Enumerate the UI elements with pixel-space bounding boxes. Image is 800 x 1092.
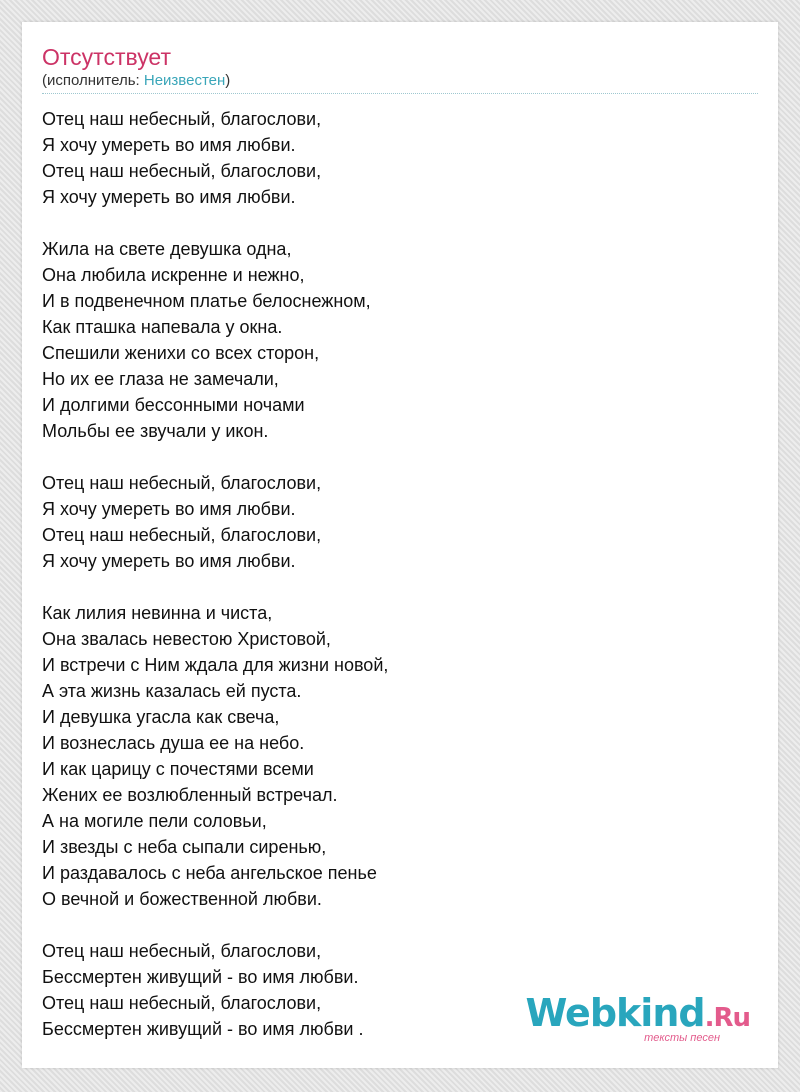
lyrics-line: И встречи с Ним ждала для жизни новой,: [42, 655, 389, 675]
title-divider: [42, 93, 758, 94]
lyrics-line: И как царицу с почестями всеми: [42, 759, 314, 779]
lyrics-line: Спешили женихи со всех сторон,: [42, 343, 320, 363]
lyrics-line: Отец наш небесный, благослови,: [42, 941, 322, 961]
lyrics-line: Как лилия невинна и чиста,: [42, 603, 273, 623]
logo-name: Webkind: [525, 991, 705, 1035]
lyrics-line: Бессмертен живущий - во имя любви .: [42, 1019, 364, 1039]
artist-link[interactable]: Неизвестен: [143, 72, 226, 89]
lyrics-line: Бессмертен живущий - во имя любви.: [42, 967, 359, 987]
lyrics-line: Я хочу умереть во имя любви.: [42, 499, 296, 519]
lyrics-line: Она звалась невестою Христовой,: [42, 629, 331, 649]
lyrics-card: [22, 22, 778, 1068]
logo-tagline: тексты песен: [644, 1032, 720, 1044]
lyrics-line: Я хочу умереть во имя любви.: [42, 135, 296, 155]
lyrics-line: Жених ее возлюбленный встречал.: [42, 785, 338, 805]
lyrics-stanza: [42, 106, 742, 210]
artist-line: [42, 72, 230, 90]
lyrics-line: Отец наш небесный, благослови,: [42, 473, 322, 493]
logo-tld: .Ru: [704, 1003, 750, 1033]
lyrics-line: Отец наш небесный, благослови,: [42, 109, 322, 129]
lyrics-line: И в подвенечном платье белоснежном,: [42, 291, 371, 311]
lyrics-line: О вечной и божественной любви.: [42, 889, 322, 909]
lyrics-line: А на могиле пели соловьи,: [42, 811, 267, 831]
lyrics-body: [42, 106, 742, 1042]
lyrics-stanza: [42, 600, 742, 912]
lyrics-line: И долгими бессонными ночами: [42, 395, 305, 415]
lyrics-line: Она любила искренне и нежно,: [42, 265, 305, 285]
lyrics-line: Отец наш небесный, благослови,: [42, 525, 322, 545]
site-logo[interactable]: [525, 993, 750, 1044]
song-title: Отсутствует: [42, 44, 171, 70]
lyrics-line: Отец наш небесный, благослови,: [42, 161, 322, 181]
lyrics-line: Мольбы ее звучали у икон.: [42, 421, 269, 441]
lyrics-stanza: [42, 236, 742, 444]
lyrics-line: И девушка угасла как свеча,: [42, 707, 280, 727]
lyrics-line: Жила на свете девушка одна,: [42, 239, 292, 259]
lyrics-line: И вознеслась душа ее на небо.: [42, 733, 305, 753]
artist-prefix: (исполнитель:: [42, 72, 144, 89]
lyrics-line: Но их ее глаза не замечали,: [42, 369, 279, 389]
lyrics-line: А эта жизнь казалась ей пуста.: [42, 681, 302, 701]
lyrics-line: И раздавалось с неба ангельское пенье: [42, 863, 377, 883]
lyrics-line: Я хочу умереть во имя любви.: [42, 187, 296, 207]
lyrics-line: Как пташка напевала у окна.: [42, 317, 283, 337]
lyrics-stanza: [42, 470, 742, 574]
lyrics-line: И звезды с неба сыпали сиренью,: [42, 837, 327, 857]
artist-suffix: ): [225, 72, 231, 89]
lyrics-line: Я хочу умереть во имя любви.: [42, 551, 296, 571]
lyrics-line: Отец наш небесный, благослови,: [42, 993, 322, 1013]
